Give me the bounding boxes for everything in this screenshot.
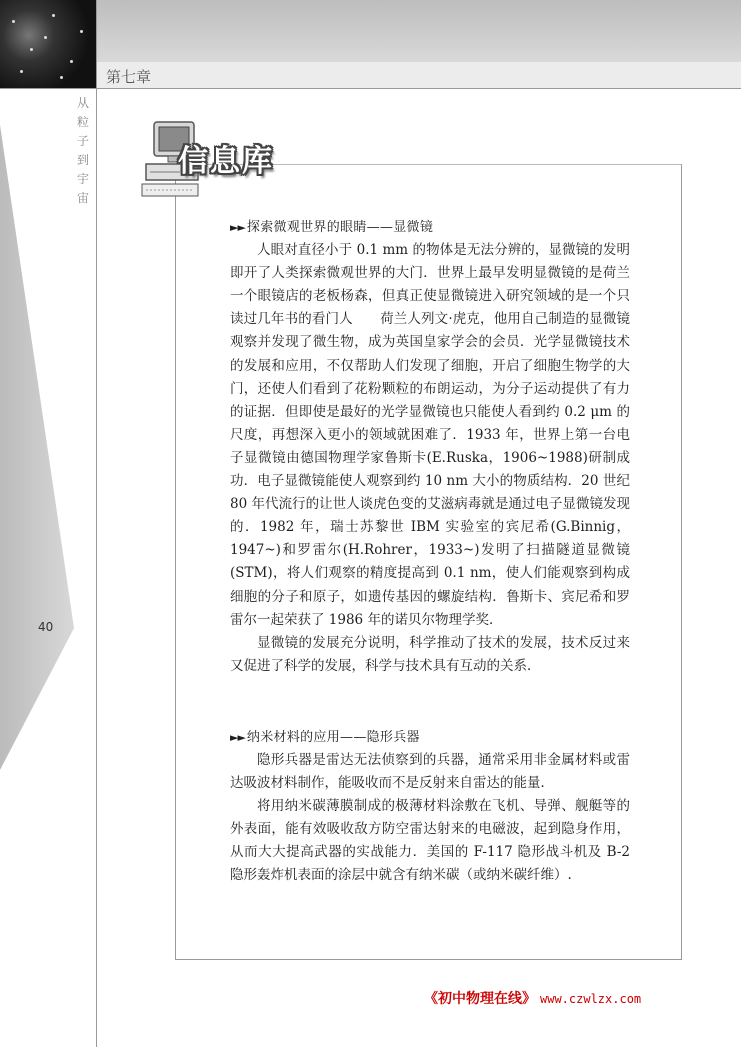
section-heading: ►► 探索微观世界的眼睛——显微镜 xyxy=(230,220,434,235)
footer-url[interactable]: www.czwlzx.com xyxy=(540,992,642,1006)
triangle-marker-icon: ►► xyxy=(230,221,245,234)
footer-brand: 《初中物理在线》 xyxy=(424,991,536,1007)
article-body xyxy=(230,216,630,888)
page-number: 40 xyxy=(38,620,54,634)
paragraph: 人眼对直径小于 0.1 mm 的物体是无法分辨的，显微镜的发明即开了人类探索微观世界的大门．世界上最早发明显微镜的是荷兰一个眼镜店的老板杨森，但真正使显微镜进入研究领域的是一个只读过几年书的看门人 荷兰人列文·虎克，他用自己制造的显微镜观察并发现了微生物，成为英国皇家学会的会员．光学显微镜技术的发展和应用，不仅帮助人们发现了细胞，开启了细胞生物学的大门，还使人们看到了花粉颗粒的布朗运动，为分子运动提供了有力的证据．但即使是最好的光学显微镜也只能使人看到约 0.2 μm 的尺度，再想深入更小的领域就困难了．1933 年，世界上第一台电子显微镜由德国物理学家鲁斯卡(E.Ruska，1906~1988)研制成功．电子显微镜能使人观察到约 10 nm 大小的物质结构．20 世纪 80 年代流行的让世人谈虎色变的艾滋病毒就是通过电子显微镜发现的．1982 年，瑞士苏黎世 IBM 实验室的宾尼希(G.Binnig，1947~)和罗雷尔(H.Rohrer，1933~)发明了扫描隧道显微镜(STM)，将人们观察的精度提高到 0.1 nm，使人们能观察到构成细胞的分子和原子，如遗传基因的螺旋结构．鲁斯卡、宾尼希和罗雷尔一起荣获了 1986 年的诺贝尔物理学奖． xyxy=(230,242,630,628)
paragraph: 隐形兵器是雷达无法侦察到的兵器，通常采用非金属材料或雷达吸波材料制作，能吸收而不是反射来自雷达的能量． xyxy=(230,751,630,792)
header-gray-bar xyxy=(96,0,741,62)
paragraph: 将用纳米碳薄膜制成的极薄材料涂敷在飞机、导弹、舰艇等的外表面，能有效吸收敌方防空雷达射来的电磁波，起到隐身作用，从而大大提高武器的实战能力．美国的 F-117 隐形战斗机及 B-2 隐形轰炸机表面的涂层中就含有纳米碳（或纳米碳纤维）. xyxy=(230,798,630,884)
vertical-book-title: 从 粒 子 到 宇 宙 xyxy=(76,96,89,205)
paragraph: 显微镜的发展充分说明，科学推动了技术的发展，技术反过来又促进了科学的发展，科学与技术具有互动的关系． xyxy=(230,634,630,674)
left-margin-rule xyxy=(96,88,97,1047)
chapter-strip xyxy=(96,62,741,88)
photo-divider xyxy=(96,0,97,88)
section-heading: ►► 纳米材料的应用——隐形兵器 xyxy=(230,729,420,745)
footer-watermark xyxy=(424,988,641,1008)
info-banner: 信息库 xyxy=(178,144,274,179)
corner-photo xyxy=(0,0,96,88)
header-divider xyxy=(0,88,741,89)
chapter-label: 第七章 xyxy=(106,68,152,86)
left-decorative-triangle xyxy=(0,125,74,770)
triangle-marker-icon: ►► xyxy=(230,730,245,744)
